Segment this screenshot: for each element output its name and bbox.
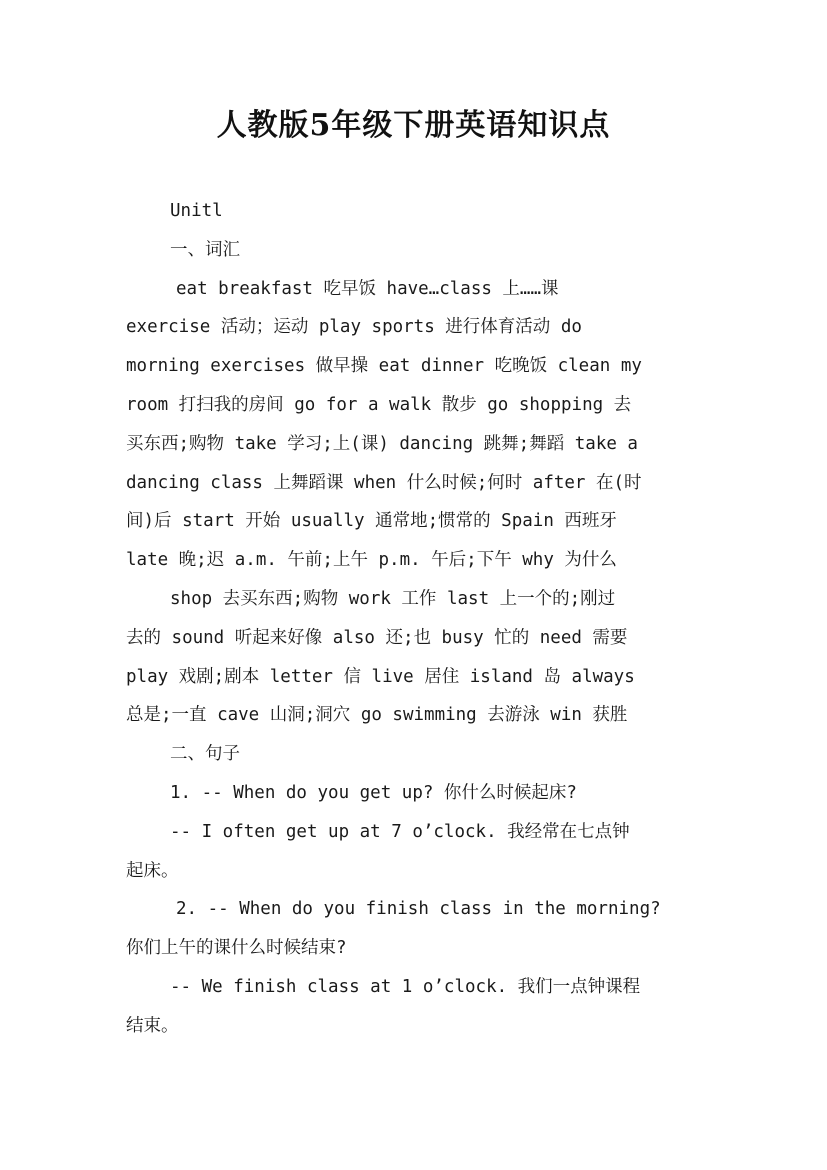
paragraph-line: morning exercises 做早操 eat dinner 吃晚饭 clean my [126,356,642,377]
sentence-line: -- We finish class at 1 o’clock. 我们一点钟课程 [170,976,641,997]
paragraph-line: room 打扫我的房间 go for a walk 散步 go shopping 去 [126,394,632,415]
section-heading-sentences: 二、句子 [170,744,240,765]
sentence-line: 2. -- When do you finish class in the morning? [176,899,661,920]
paragraph-line: play 戏剧;剧本 letter 信 live 居住 island 岛 always [126,666,635,687]
document-body [126,192,702,1046]
paragraph-line: 买东西;购物 take 学习;上(课) dancing 跳舞;舞蹈 take a [126,433,638,454]
unit-heading: Unitl [170,201,223,221]
paragraph-line: 去的 sound 听起来好像 also 还;也 busy 忙的 need 需要 [126,627,628,648]
paragraph-line: late 晚;迟 a.m. 午前;上午 p.m. 午后;下午 why 为什么 [126,550,617,571]
paragraph-line: shop 去买东西;购物 work 工作 last 上一个的;刚过 [170,588,616,609]
sentence-line: -- I often get up at 7 o’clock. 我经常在七点钟 [170,821,630,842]
section-heading-vocabulary: 一、词汇 [170,239,240,260]
sentence-line: 结束。 [126,1015,179,1036]
paragraph-line: 间)后 start 开始 usually 通常地;惯常的 Spain 西班牙 [126,511,617,532]
sentence-line: 你们上午的课什么时候结束? [126,938,347,959]
paragraph-line: exercise 活动；运动 play sports 进行体育活动 do [126,317,582,338]
paragraph-line: eat breakfast 吃早饭 have…class 上……课 [176,278,559,299]
sentence-line: 起床。 [126,860,179,881]
page-title: 人教版5年级下册英语知识点 [216,108,611,143]
paragraph-line: dancing class 上舞蹈课 when 什么时候;何时 after 在(时 [126,472,642,493]
paragraph-line: 总是;一直 cave 山洞;洞穴 go swimming 去游泳 win 获胜 [126,705,628,726]
sentence-line: 1. -- When do you get up? 你什么时候起床? [170,782,577,803]
